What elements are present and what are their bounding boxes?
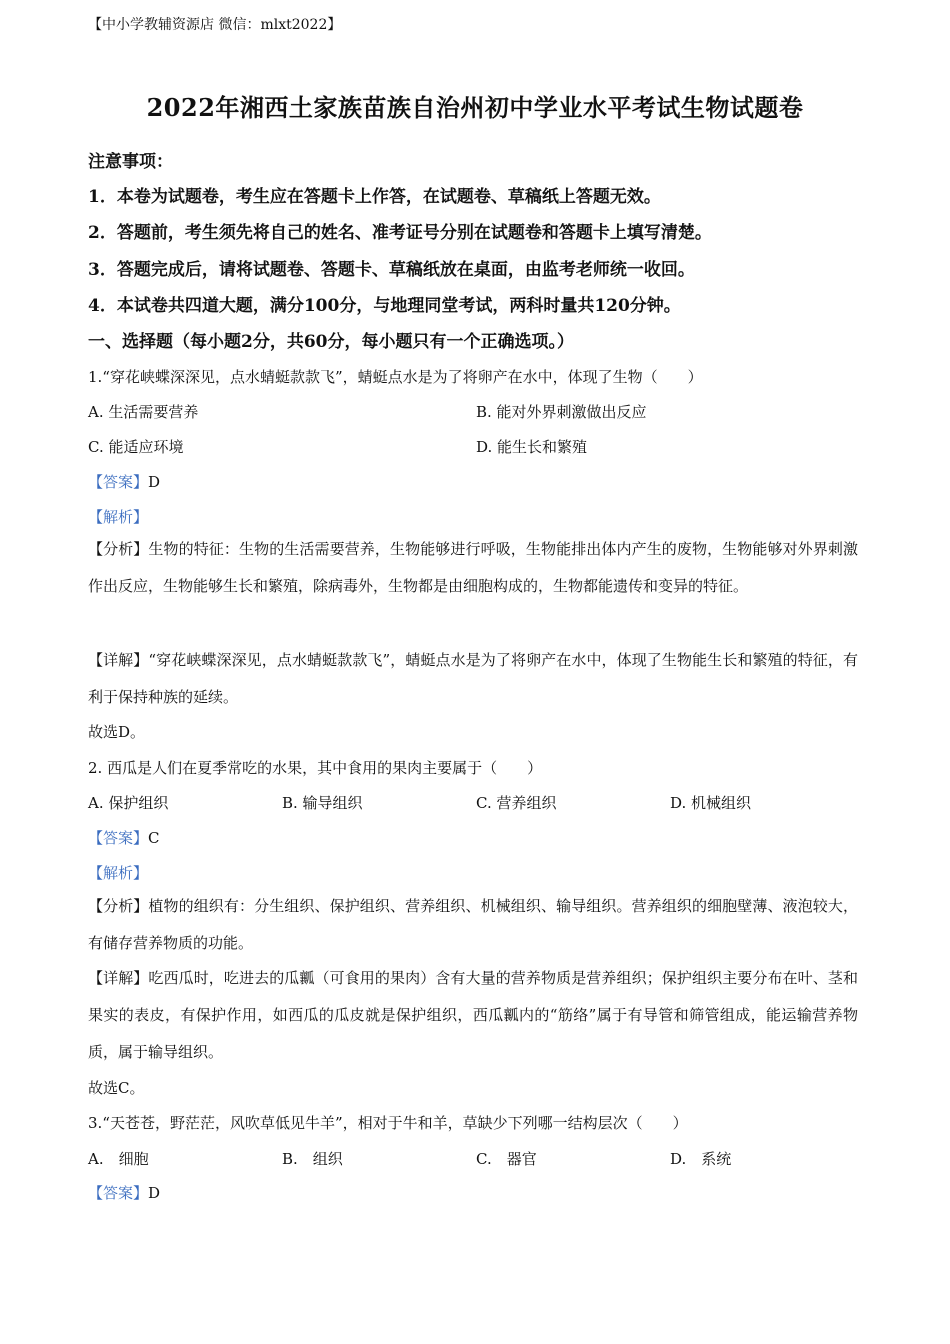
answer-tag: 【答案】 — [88, 1184, 149, 1202]
answer-tag: 【答案】 — [88, 829, 149, 847]
answer-line — [88, 471, 160, 492]
option-a: A. 生活需要营养 — [88, 403, 199, 421]
fenxi-text: 生物的特征：生物的生活需要营养，生物能够进行呼吸，生物能排出体内产生的废物，生物能够对外界刺激作出反应，生物能够生长和繁殖，除病毒外，生物都是由细胞构成的，生物都能遗传和变异的特征。 — [88, 540, 858, 595]
option-c: C. 能适应环境 — [88, 438, 184, 456]
conclusion: 故选C。 — [88, 1079, 145, 1097]
xiangjie-text: “穿花峡蝶深深见，点水蜻蜓款款飞”，蜻蜓点水是为了将卵产在水中，体现了生物能生长和繁殖的特征，有利于保持种族的延续。 — [88, 651, 858, 706]
fenxi-tag: 【分析】 — [88, 540, 149, 558]
analysis-tag: 【解析】 — [88, 864, 149, 882]
xiangjie-tag: 【详解】 — [88, 651, 149, 669]
option-b: B. 组织 — [282, 1150, 343, 1168]
answer-value: C — [148, 829, 160, 847]
conclusion: 故选D。 — [88, 723, 146, 741]
answer-tag: 【答案】 — [88, 473, 149, 491]
fenxi-tag: 【分析】 — [88, 897, 149, 915]
notice-item: 3．答题完成后，请将试题卷、答题卡、草稿纸放在桌面，由监考老师统一收回。 — [88, 260, 695, 280]
option-d: D. 系统 — [670, 1150, 732, 1168]
notice-item: 1．本卷为试题卷，考生应在答题卡上作答，在试题卷、草稿纸上答题无效。 — [88, 187, 661, 207]
option-a: A. 细胞 — [88, 1150, 149, 1168]
detail-paragraph — [88, 642, 858, 716]
analysis-paragraph — [88, 888, 858, 962]
exam-title: 2022年湘西土家族苗族自治州初中学业水平考试生物试题卷 — [146, 93, 804, 122]
option-b: B. 输导组织 — [282, 794, 363, 812]
section-heading: 一、选择题（每小题2分，共60分，每小题只有一个正确选项。） — [88, 332, 574, 352]
analysis-tag: 【解析】 — [88, 508, 149, 526]
xiangjie-text: 吃西瓜时，吃进去的瓜瓤（可食用的果肉）含有大量的营养物质是营养组织；保护组织主要分布在叶、茎和果实的表皮，有保护作用，如西瓜的瓜皮就是保护组织，西瓜瓤内的“筋络”属于有导管和筛管组成，能运输营养物质，属于输导组织。 — [88, 969, 858, 1061]
option-a: A. 保护组织 — [88, 794, 169, 812]
question-stem: 3.“天苍苍，野茫茫，风吹草低见牛羊”，相对于牛和羊，草缺少下列哪一结构层次（ ） — [88, 1114, 688, 1132]
header-note: 【中小学教辅资源店 微信：mlxt2022】 — [88, 17, 342, 33]
question-stem: 2. 西瓜是人们在夏季常吃的水果，其中食用的果肉主要属于（ ） — [88, 759, 543, 777]
notice-heading: 注意事项： — [88, 152, 173, 172]
xiangjie-tag: 【详解】 — [88, 969, 149, 987]
notice-item: 4．本试卷共四道大题，满分100分，与地理同堂考试，两科时量共120分钟。 — [88, 296, 681, 316]
analysis-paragraph — [88, 531, 858, 605]
answer-line — [88, 827, 160, 848]
question-stem: 1.“穿花峡蝶深深见，点水蜻蜓款款飞”，蜻蜓点水是为了将卵产在水中，体现了生物（ ） — [88, 368, 703, 386]
option-b: B. 能对外界刺激做出反应 — [476, 403, 647, 421]
answer-value: D — [148, 473, 161, 491]
option-c: C. 营养组织 — [476, 794, 557, 812]
answer-value: D — [148, 1184, 161, 1202]
notice-item: 2．答题前，考生须先将自己的姓名、准考证号分别在试题卷和答题卡上填写清楚。 — [88, 223, 712, 243]
option-c: C. 器官 — [476, 1150, 537, 1168]
fenxi-text: 植物的组织有：分生组织、保护组织、营养组织、机械组织、输导组织。营养组织的细胞壁薄、液泡较大，有储存营养物质的功能。 — [88, 897, 858, 952]
option-d: D. 能生长和繁殖 — [476, 438, 588, 456]
detail-paragraph — [88, 960, 858, 1071]
answer-line — [88, 1182, 160, 1203]
option-d: D. 机械组织 — [670, 794, 752, 812]
